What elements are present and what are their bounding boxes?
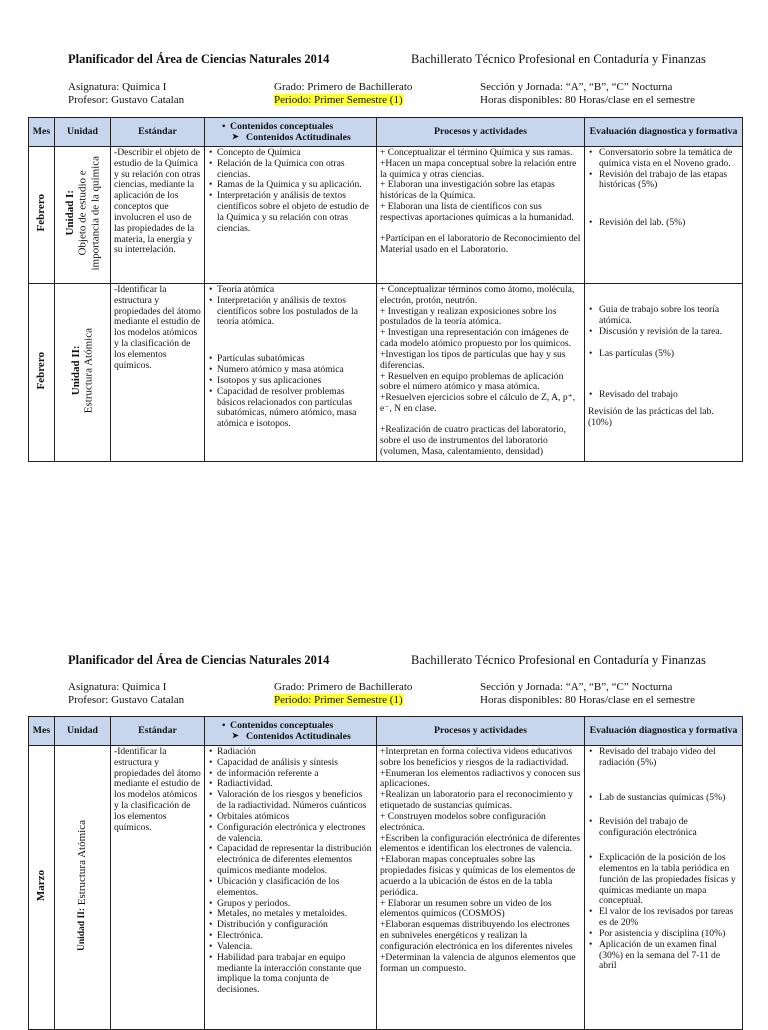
profesor: Profesor: Gustavo Catalan xyxy=(68,694,185,706)
list-item: • Configuración electrónica y electrones de valencia. xyxy=(217,823,373,845)
procesos-cell xyxy=(377,284,585,462)
col-procesos: Procesos y actividades xyxy=(377,118,585,147)
list-item: +Enumeran los elementos radiactivos y conocen sus aplicaciones. xyxy=(380,767,581,790)
mes-label: Febrero xyxy=(35,351,48,390)
list-item: • Revisión del trabajo de configuración electrónica xyxy=(597,817,739,839)
list-item: • Revisado del trabajo xyxy=(597,390,739,401)
list-item: • Teoría atómica xyxy=(217,285,373,296)
list-item: • de información referente a xyxy=(217,769,373,780)
school-name: Bachillerato Técnico Profesional en Contaduría y Finanzas xyxy=(411,653,706,667)
periodo: Periodo: Primer Semestre (1) xyxy=(274,94,403,106)
grado: Grado: Primero de Bachillerato xyxy=(274,81,413,93)
list-item: +Elaboran mapas conceptuales sobre las propiedades físicas y químicas de los elementos de acuerdo a la ubicación de éstos en de la tabla periódica. xyxy=(380,854,576,898)
periodo: Periodo: Primer Semestre (1) xyxy=(274,694,403,706)
mes-cell xyxy=(29,147,55,284)
unidad-label xyxy=(76,820,89,951)
col-procesos: Procesos y actividades xyxy=(377,717,585,746)
list-item: +Realización de cuatro practicas del laboratorio, sobre el uso de instrumentos del laboratorio (volumen, Masa, calentamiento, densidad) xyxy=(380,423,567,457)
contenidos-cell xyxy=(205,284,377,462)
list-item: +Hacen un mapa conceptual sobre la relación entre la química y otras ciencias. xyxy=(380,157,577,180)
planner-table-2 xyxy=(28,716,743,1030)
evaluacion-cell xyxy=(585,746,743,1030)
list-item: • Distribución y configuración xyxy=(217,920,373,931)
list-item: + Investigan y realizan exposiciones sobre los postulados de la teoría atómica. xyxy=(380,305,557,328)
unidad-line-2: importancia de la química xyxy=(88,155,101,271)
list-item: • Por asistencia y disciplina (10%) xyxy=(597,929,739,940)
document-title: Planificador del Área de Ciencias Naturales 2014 xyxy=(68,52,330,66)
contenidos-cell xyxy=(205,746,377,1030)
col-contenidos-conceptuales: • Contenidos conceptuales xyxy=(230,720,373,731)
unidad-cell xyxy=(55,284,111,462)
unidad-title: Unidad II: xyxy=(77,908,88,952)
list-item: • Revisión del trabajo de las etapas históricas (5%) xyxy=(597,170,739,192)
list-item: • Numero atómico y masa atómica xyxy=(217,365,373,376)
list-item: +Investigan los tipos de partículas que hay y sus diferencias. xyxy=(380,348,566,371)
list-item: Revisión de las prácticas del lab. (10%) xyxy=(588,406,714,428)
seccion: Sección y Jornada: “A”, “B”, “C” Nocturna xyxy=(480,81,673,93)
col-contenidos-actitudinales: ➤ Contenidos Actitudinales xyxy=(246,731,373,742)
list-item: + Conceptualizar términos como átomo, molécula, electrón, protón, neutrón. xyxy=(380,284,575,306)
table-row xyxy=(29,746,743,1030)
list-item: + Conceptualizar el término Química y sus ramas. xyxy=(380,147,573,158)
list-item: + Construyen modelos sobre configuración electrónica. xyxy=(380,810,546,833)
list-item: • Guía de trabajo sobre los teoría atómica. xyxy=(597,305,739,327)
list-item: • Explicación de la posición de los elementos en la tabla periódica en función de las propiedades físicas y químicas mediante un mapa conceptual. xyxy=(597,853,739,907)
unidad-line-1: Objeto de estudio e xyxy=(76,170,89,256)
list-item: • Concepto de Química xyxy=(217,148,373,159)
col-mes: Mes xyxy=(29,118,55,147)
list-item: • Grupos y periodos. xyxy=(217,899,373,910)
unidad-cell xyxy=(55,746,111,1030)
list-item: • Conversatorio sobre la temática de química vista en el Noveno grado. xyxy=(597,148,739,170)
mes-label: Marzo xyxy=(35,870,48,902)
table-header-row xyxy=(29,118,743,147)
list-item: • Electrónica. xyxy=(217,931,373,942)
unidad-label xyxy=(64,156,102,271)
list-item: + Elaborar un resumen sobre un video de los elementos químicos (COSMOS) xyxy=(380,897,552,920)
list-item: • Capacidad de resolver problemas básicos relacionados con partículas subatómicas, número atómico, masa atómica e isotopos. xyxy=(217,387,373,430)
list-item: • Isotopos y sus aplicaciones xyxy=(217,376,373,387)
planner-table-1 xyxy=(28,117,743,462)
list-item: +Elaboran esquemas distribuyendo los electrones en subniveles energéticos y realizan la configuración electrónica en los diferentes niveles xyxy=(380,919,573,952)
unidad-label xyxy=(70,328,95,413)
list-item: • Capacidad de representar la distribución electrónica de diferentes elementos químicos mediante modelos. xyxy=(217,844,373,876)
list-item: • Valoración de los riesgos y beneficios de la radiactividad. Números cuánticos xyxy=(217,790,373,812)
col-evaluacion: Evaluación diagnostica y formativa xyxy=(585,118,743,147)
unidad-cell xyxy=(55,147,111,284)
list-item: • Revisión del lab. (5%) xyxy=(597,218,739,229)
horas: Horas disponibles: 80 Horas/clase en el semestre xyxy=(480,94,696,106)
col-estandar: Estándar xyxy=(111,118,205,147)
list-item: • Ubicación y clasificación de los elementos. xyxy=(217,877,373,899)
mes-cell xyxy=(29,746,55,1030)
list-item: + Elaboran una lista de científicos con sus respectivas aportaciones químicas a la humanidad. xyxy=(380,201,574,223)
list-item: + Elaboran una investigación sobre las etapas históricas de la Química. xyxy=(380,179,555,202)
unidad-line-1: Estructura Atómica xyxy=(76,820,89,906)
school-name: Bachillerato Técnico Profesional en Contaduría y Finanzas xyxy=(411,52,706,66)
unidad-title: Unidad I: xyxy=(63,190,76,236)
list-item: • Partículas subatómicas xyxy=(217,354,373,365)
profesor: Profesor: Gustavo Catalan xyxy=(68,94,185,106)
seccion: Sección y Jornada: “A”, “B”, “C” Nocturna xyxy=(480,681,673,693)
col-contenidos xyxy=(205,118,377,147)
evaluacion-cell xyxy=(585,147,743,284)
estandar-cell: -Describir el objeto de estudio de la Química y su relación con otras ciencias, mediante la aplicación de los conceptos que involucren el uso de las propiedades de la materia, la energía y su interrelación. xyxy=(111,147,205,284)
list-item: • Discusión y revisión de la tarea. xyxy=(597,327,739,338)
list-item: • Metales, no metales y metaloides. xyxy=(217,909,373,920)
list-item: + Resuelven en equipo problemas de aplicación sobre el número atómico y masa atómica. xyxy=(380,370,564,393)
document-title: Planificador del Área de Ciencias Naturales 2014 xyxy=(68,653,330,667)
list-item: • Ramas de la Química y su aplicación. xyxy=(217,180,373,191)
list-item: • Lab de sustancias químicas (5%) xyxy=(597,793,739,804)
list-item: • Radiación xyxy=(217,747,373,758)
list-item: +Determinan la valencia de algunos elementos que forman un compuesto. xyxy=(380,951,576,974)
estandar-cell: -Identificar la estructura y propiedades del átomo mediante el estudio de los modelos atómicos y la clasificación de los elementos químicos. xyxy=(111,746,205,1030)
asignatura: Asignatura: Química I xyxy=(68,81,167,93)
list-item: • Relación de la Química con otras ciencias. xyxy=(217,159,373,181)
list-item: • Capacidad de análisis y síntesis xyxy=(217,758,373,769)
col-estandar: Estándar xyxy=(111,717,205,746)
list-item: • Valencia. xyxy=(217,942,373,953)
unidad-title: Unidad II: xyxy=(69,345,82,396)
evaluacion-cell xyxy=(585,284,743,462)
list-item: + Investigan una representación con imágenes de cada modelo atómico propuesto por los químicos. xyxy=(380,327,572,350)
table-row xyxy=(29,147,743,284)
list-item: +Participan en el laboratorio de Reconocimiento del Material usado en el Laboratorio. xyxy=(380,232,581,255)
unidad-line-1: Estructura Atómica xyxy=(82,327,95,414)
col-unidad: Unidad xyxy=(55,717,111,746)
grado: Grado: Primero de Bachillerato xyxy=(274,681,413,693)
col-unidad: Unidad xyxy=(55,118,111,147)
mes-cell xyxy=(29,284,55,462)
list-item: • El valor de los revisados por tareas es de 20% xyxy=(597,907,739,929)
list-item: • Interpretación y análisis de textos científicos sobre los postulados de la teoría atómica. xyxy=(217,296,373,328)
list-item: • Las partículas (5%) xyxy=(597,349,739,360)
list-item: • Revisado del trabajo video del radiación (5%) xyxy=(597,747,739,769)
col-contenidos xyxy=(205,717,377,746)
col-evaluacion: Evaluación diagnostica y formativa xyxy=(585,717,743,746)
list-item: +Realizan un laboratorio para el reconocimiento y etiquetado de sustancias químicas. xyxy=(380,789,573,812)
procesos-cell xyxy=(377,746,585,1030)
procesos-cell xyxy=(377,147,585,284)
table-row xyxy=(29,284,743,462)
list-item: +Interpretan en forma colectiva videos educativos sobre los beneficios y riesgos de la radiactividad. xyxy=(380,746,573,768)
asignatura: Asignatura: Química I xyxy=(68,681,167,693)
col-contenidos-conceptuales: • Contenidos conceptuales xyxy=(230,121,373,132)
list-item: • Aplicación de un examen final (30%) en la semana del 7-11 de abril xyxy=(597,940,739,972)
list-item: • Orbitales atómicos xyxy=(217,812,373,823)
list-item: +Resuelven ejercicios sobre el cálculo de Z, A, p⁺, e⁻, N en clase. xyxy=(380,392,576,415)
col-contenidos-actitudinales: ➤ Contenidos Actitudinales xyxy=(246,132,373,143)
estandar-cell: -Identificar la estructura y propiedades del átomo mediante el estudio de los modelos atómicos y la clasificación de los elementos químicos. xyxy=(111,284,205,462)
mes-label: Febrero xyxy=(35,194,48,232)
contenidos-cell xyxy=(205,147,377,284)
table-header-row xyxy=(29,717,743,746)
list-item: • Habilidad para trabajar en equipo mediante la interacción constante que implique la toma conjunta de decisiones. xyxy=(217,953,373,996)
horas: Horas disponibles: 80 Horas/clase en el semestre xyxy=(480,694,696,706)
list-item: • Radiactividad. xyxy=(217,779,373,790)
col-mes: Mes xyxy=(29,717,55,746)
list-item: • Interpretación y análisis de textos científicos sobre el objeto de estudio de la Química y su relación con otras ciencias. xyxy=(217,191,373,234)
list-item: +Escriben la configuración electrónica de diferentes elementos e identifican los electrones de valencia. xyxy=(380,832,581,855)
